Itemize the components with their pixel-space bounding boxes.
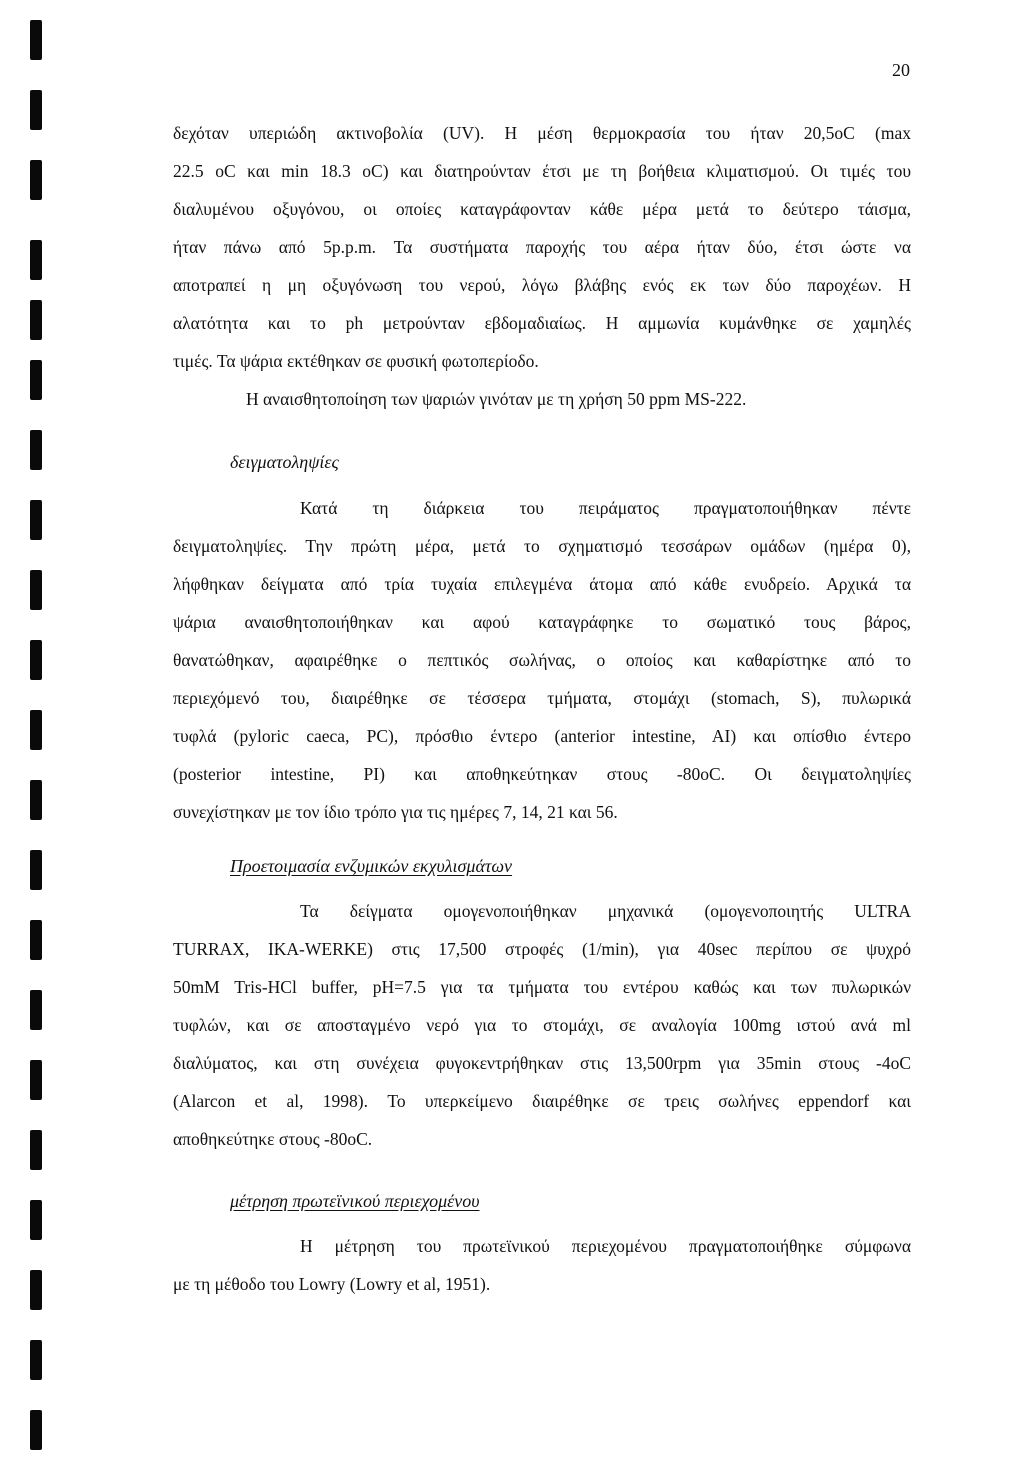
text-line: θανατώθηκαν, αφαιρέθηκε ο πεπτικός σωλήνας, ο οποίος και καθαρίστηκε από το <box>173 650 911 670</box>
binding-hole <box>30 160 42 200</box>
text-line: 50mM Tris-HCl buffer, pH=7.5 για τα τμήματα του εντέρου καθώς και των πυλωρικών <box>173 977 911 997</box>
binding-strip <box>0 0 44 1465</box>
binding-hole <box>30 1200 42 1240</box>
binding-hole <box>30 1340 42 1380</box>
text-line: Η αναισθητοποίηση των ψαριών γινόταν με τη χρήση 50 ppm MS-222. <box>246 389 747 409</box>
text-line: ήταν πάνω από 5p.p.m. Τα συστήματα παροχής του αέρα ήταν δύο, έτσι ώστε να <box>173 237 911 257</box>
binding-hole <box>30 20 42 60</box>
text-line: αποθηκεύτηκε στους -80οC. <box>173 1129 373 1149</box>
section-heading-extracts: Προετοιμασία ενζυμικών εκχυλισμάτων <box>230 856 513 876</box>
text-line: Η μέτρηση του πρωτεϊνικού περιεχομένου πραγματοποιήθηκε σύμφωνα <box>300 1236 911 1256</box>
text-line: Τα δείγματα ομογενοποιήθηκαν μηχανικά (ομογενοποιητής ULTRA <box>300 901 911 921</box>
section-heading-protein: μέτρηση πρωτεϊνικού περιεχομένου <box>230 1191 480 1211</box>
paragraph-protein <box>173 1227 911 1303</box>
text-line: διαλύματος, και στη συνέχεια φυγοκεντρήθηκαν στις 13,500rpm για 35min στους -4οC <box>173 1053 911 1073</box>
binding-hole <box>30 360 42 400</box>
binding-hole <box>30 990 42 1030</box>
binding-hole <box>30 90 42 130</box>
text-line: τιμές. Τα ψάρια εκτέθηκαν σε φυσική φωτοπερίοδο. <box>173 351 539 371</box>
paragraph-extracts <box>173 892 911 1158</box>
text-line: συνεχίστηκαν με τον ίδιο τρόπο για τις ημέρες 7, 14, 21 και 56. <box>173 802 618 822</box>
text-line: 22.5 οC και min 18.3 οC) και διατηρούνταν έτσι με τη βοήθεια κλιματισμού. Οι τιμές του <box>173 161 911 181</box>
paragraph-sampling <box>173 489 911 831</box>
binding-hole <box>30 1270 42 1310</box>
binding-hole <box>30 1060 42 1100</box>
text-line: δεχόταν υπεριώδη ακτινοβολία (UV). Η μέση θερμοκρασία του ήταν 20,5οC (max <box>173 123 911 143</box>
binding-hole <box>30 1130 42 1170</box>
binding-hole <box>30 850 42 890</box>
binding-hole <box>30 430 42 470</box>
text-line: λήφθηκαν δείγματα από τρία τυχαία επιλεγμένα άτομα από κάθε ενυδρείο. Αρχικά τα <box>173 574 911 594</box>
text-line: αποτραπεί η μη οξυγόνωση του νερού, λόγω βλάβης ενός εκ των δύο παροχέων. Η <box>173 275 911 295</box>
text-line: διαλυμένου οξυγόνου, οι οποίες καταγράφονταν κάθε μέρα μετά το δεύτερο τάισμα, <box>173 199 911 219</box>
text-line: (posterior intestine, PI) και αποθηκεύτηκαν στους -80οC. Οι δειγματοληψίες <box>173 764 911 784</box>
binding-hole <box>30 780 42 820</box>
binding-hole <box>30 300 42 340</box>
binding-hole <box>30 500 42 540</box>
text-line: TURRAX, IKA-WERKE) στις 17,500 στροφές (1/min), για 40sec περίπου σε ψυχρό <box>173 939 911 959</box>
binding-hole <box>30 1410 42 1450</box>
text-line: αλατότητα και το ph μετρούνταν εβδομαδιαίως. Η αμμωνία κυμάνθηκε σε χαμηλές <box>173 313 911 333</box>
binding-hole <box>30 570 42 610</box>
text-line: Κατά τη διάρκεια του πειράματος πραγματοποιήθηκαν πέντε <box>300 498 911 518</box>
binding-hole <box>30 710 42 750</box>
text-line: ψάρια αναισθητοποιήθηκαν και αφού καταγράφηκε το σωματικό τους βάρος, <box>173 612 911 632</box>
text-line: (Alarcon et al, 1998). Το υπερκείμενο διαιρέθηκε σε τρεις σωλήνες eppendorf και <box>173 1091 911 1111</box>
text-line: περιεχόμενό του, διαιρέθηκε σε τέσσερα τμήματα, στομάχι (stomach, S), πυλωρικά <box>173 688 911 708</box>
section-heading-sampling: δειγματοληψίες <box>230 452 339 472</box>
binding-hole <box>30 240 42 280</box>
text-line: δειγματοληψίες. Την πρώτη μέρα, μετά το σχηματισμό τεσσάρων ομάδων (ημέρα 0), <box>173 536 911 556</box>
page-number: 20 <box>892 60 910 80</box>
text-line: τυφλά (pyloric caeca, PC), πρόσθιο έντερο (anterior intestine, AI) και οπίσθιο έντερο <box>173 726 911 746</box>
binding-hole <box>30 920 42 960</box>
binding-hole <box>30 640 42 680</box>
paragraph-conditions <box>173 114 911 418</box>
text-line: με τη μέθοδο του Lowry (Lowry et al, 1951). <box>173 1274 491 1294</box>
text-line: τυφλών, και σε αποσταγμένο νερό για το στομάχι, σε αναλογία 100mg ιστού ανά ml <box>173 1015 911 1035</box>
